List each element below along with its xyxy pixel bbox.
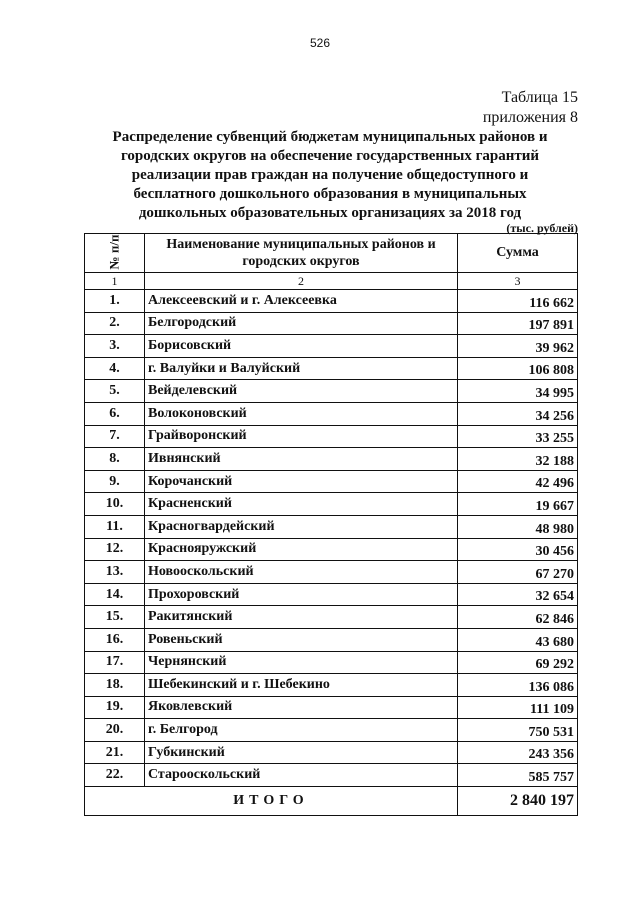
- table-row: [85, 561, 578, 584]
- row-number: 19.: [85, 696, 145, 719]
- row-name: Шебекинский и г. Шебекино: [145, 674, 458, 697]
- subsidy-table: [84, 233, 578, 816]
- table-caption-line2: приложения 8: [482, 109, 578, 126]
- row-number: 10.: [85, 493, 145, 516]
- row-name: Старооскольский: [145, 764, 458, 787]
- row-name: г. Белгород: [145, 719, 458, 742]
- row-number: 22.: [85, 764, 145, 787]
- row-number: 3.: [85, 335, 145, 358]
- row-sum: 111 109: [458, 696, 578, 719]
- row-name: Красненский: [145, 493, 458, 516]
- header-number-label: № п/п: [106, 234, 122, 270]
- row-name: Яковлевский: [145, 696, 458, 719]
- row-sum: 62 846: [458, 606, 578, 629]
- units-label: (тыс. рублей): [506, 221, 578, 235]
- table-row: [85, 357, 578, 380]
- row-number: 8.: [85, 448, 145, 471]
- row-name: Чернянский: [145, 651, 458, 674]
- row-name: Грайворонский: [145, 425, 458, 448]
- row-name: Ровеньский: [145, 628, 458, 651]
- row-sum: 30 456: [458, 538, 578, 561]
- row-number: 6.: [85, 402, 145, 425]
- table-row: [85, 764, 578, 787]
- row-sum: 106 808: [458, 357, 578, 380]
- row-number: 9.: [85, 470, 145, 493]
- row-sum: 34 256: [458, 402, 578, 425]
- row-sum: 32 188: [458, 448, 578, 471]
- document-title: Распределение субвенций бюджетам муниципальных районов и городских округов на обеспечение государственных гарантий реализации прав граждан на получение общедоступного и бесплатного дошкольного образования в муниципальных дошкольных образовательных организациях за 2018 год: [112, 129, 548, 221]
- row-number: 13.: [85, 561, 145, 584]
- row-number: 5.: [85, 380, 145, 403]
- table-row: [85, 448, 578, 471]
- row-name: Белгородский: [145, 312, 458, 335]
- row-sum: 33 255: [458, 425, 578, 448]
- row-number: 11.: [85, 515, 145, 538]
- table-row: [85, 741, 578, 764]
- row-sum: 19 667: [458, 493, 578, 516]
- table-header-row: [85, 234, 578, 273]
- total-label: ИТОГО: [85, 787, 458, 816]
- header-sum: Сумма: [458, 234, 578, 273]
- row-sum: 32 654: [458, 583, 578, 606]
- row-number: 16.: [85, 628, 145, 651]
- row-sum: 243 356: [458, 741, 578, 764]
- row-name: Корочанский: [145, 470, 458, 493]
- row-sum: 585 757: [458, 764, 578, 787]
- table-caption: [483, 88, 578, 128]
- row-sum: 136 086: [458, 674, 578, 697]
- table-row: [85, 402, 578, 425]
- row-number: 1.: [85, 290, 145, 313]
- table-caption-line1: Таблица 15: [501, 89, 578, 106]
- row-name: Ивнянский: [145, 448, 458, 471]
- table-row: [85, 312, 578, 335]
- table-row: [85, 628, 578, 651]
- row-number: 21.: [85, 741, 145, 764]
- column-number: 3: [458, 273, 578, 290]
- row-name: Вейделевский: [145, 380, 458, 403]
- page-number: 526: [309, 36, 331, 50]
- row-sum: 750 531: [458, 719, 578, 742]
- header-number: [85, 234, 145, 273]
- row-number: 7.: [85, 425, 145, 448]
- column-number: 1: [85, 273, 145, 290]
- column-number-row: [85, 273, 578, 290]
- row-name: Красногвардейский: [145, 515, 458, 538]
- total-row: [85, 787, 578, 816]
- row-name: Борисовский: [145, 335, 458, 358]
- header-name: Наименование муниципальных районов и городских округов: [145, 234, 458, 273]
- table-row: [85, 651, 578, 674]
- row-number: 18.: [85, 674, 145, 697]
- table-row: [85, 719, 578, 742]
- row-sum: 43 680: [458, 628, 578, 651]
- row-name: г. Валуйки и Валуйский: [145, 357, 458, 380]
- table-row: [85, 470, 578, 493]
- table-row: [85, 425, 578, 448]
- row-sum: 42 496: [458, 470, 578, 493]
- row-number: 15.: [85, 606, 145, 629]
- row-number: 14.: [85, 583, 145, 606]
- table-row: [85, 515, 578, 538]
- row-name: Новооскольский: [145, 561, 458, 584]
- row-sum: 39 962: [458, 335, 578, 358]
- table-row: [85, 606, 578, 629]
- row-sum: 197 891: [458, 312, 578, 335]
- row-sum: 67 270: [458, 561, 578, 584]
- table-row: [85, 696, 578, 719]
- row-number: 4.: [85, 357, 145, 380]
- row-name: Волоконовский: [145, 402, 458, 425]
- column-number: 2: [145, 273, 458, 290]
- table-row: [85, 290, 578, 313]
- row-sum: 48 980: [458, 515, 578, 538]
- row-sum: 116 662: [458, 290, 578, 313]
- row-number: 2.: [85, 312, 145, 335]
- total-sum: 2 840 197: [458, 787, 578, 816]
- table-row: [85, 493, 578, 516]
- table-row: [85, 335, 578, 358]
- row-name: Прохоровский: [145, 583, 458, 606]
- row-number: 12.: [85, 538, 145, 561]
- row-name: Ракитянский: [145, 606, 458, 629]
- row-sum: 69 292: [458, 651, 578, 674]
- table-row: [85, 583, 578, 606]
- row-number: 20.: [85, 719, 145, 742]
- row-sum: 34 995: [458, 380, 578, 403]
- table-row: [85, 380, 578, 403]
- table-row: [85, 538, 578, 561]
- row-name: Алексеевский и г. Алексеевка: [145, 290, 458, 313]
- row-name: Краснояружский: [145, 538, 458, 561]
- row-number: 17.: [85, 651, 145, 674]
- row-name: Губкинский: [145, 741, 458, 764]
- table-row: [85, 674, 578, 697]
